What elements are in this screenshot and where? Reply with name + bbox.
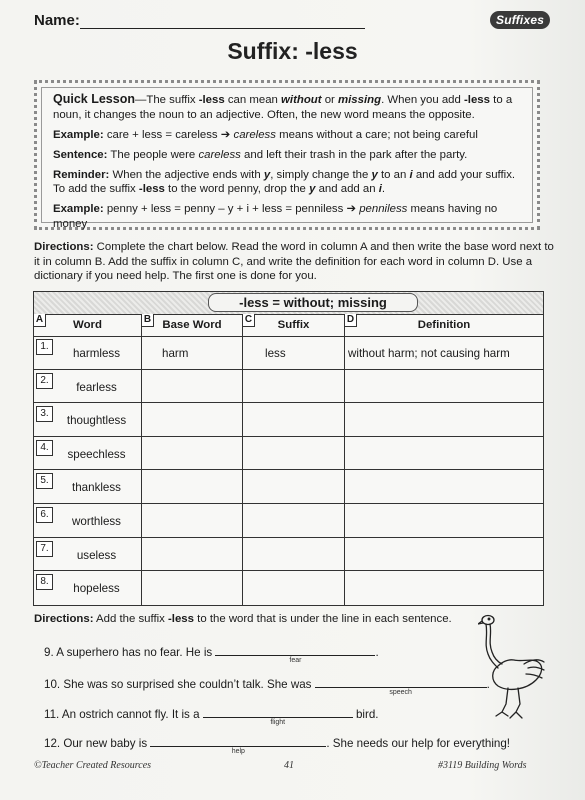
- chart-title: -less = without; missing: [208, 293, 418, 312]
- chart-header: [34, 292, 543, 315]
- page-number: 41: [284, 760, 294, 771]
- suffix-cell[interactable]: [243, 571, 345, 605]
- suffix-cell[interactable]: [243, 538, 345, 571]
- column-a-header: A Word: [34, 314, 142, 336]
- base-word-cell[interactable]: [142, 403, 243, 436]
- word-cell: 4. speechless: [34, 437, 142, 470]
- reminder: Reminder: When the adjective ends with y, simply change the y to an i and add your suffix. To add the suffix -less to the word penny, drop the y and add an i.: [53, 168, 516, 195]
- chart-column-headers: [34, 314, 543, 337]
- table-row: [34, 538, 543, 572]
- word-cell: 1. harmless: [34, 336, 142, 369]
- word-cell: 6. worthless: [34, 504, 142, 537]
- table-row: [34, 504, 543, 538]
- base-word-cell[interactable]: [142, 370, 243, 403]
- sentence-9: 9. A superhero has no fear. He is fear .: [44, 646, 379, 664]
- directions-chart: Directions: Complete the chart below. Read the word in column A and then write the base word next to it in column B. Add the suffix in column C, and write the definition for each word in column D. Use a dictionary if you need help. The first one is done for you.: [34, 241, 554, 282]
- definition-cell[interactable]: without harm; not causing harm: [348, 347, 510, 360]
- suffix-cell[interactable]: [243, 437, 345, 470]
- ostrich-illustration: [478, 612, 548, 722]
- directions-sentences: Directions: Add the suffix -less to the word that is under the line in each sentence.: [34, 613, 452, 625]
- sentence-example: Sentence: The people were careless and left their trash in the park after the party.: [53, 148, 468, 161]
- definition-cell[interactable]: [345, 437, 543, 470]
- word-cell: 5. thankless: [34, 470, 142, 503]
- suffix-cell[interactable]: less: [243, 336, 345, 369]
- base-word-cell[interactable]: [142, 538, 243, 571]
- suffix-cell[interactable]: [243, 370, 345, 403]
- answer-blank[interactable]: fear: [215, 645, 375, 656]
- column-c-header: C Suffix: [243, 314, 345, 336]
- page-title: Suffix: -less: [227, 38, 358, 64]
- word-cell: 3. thoughtless: [34, 403, 142, 436]
- suffix-cell[interactable]: [243, 403, 345, 436]
- base-word-cell[interactable]: [142, 504, 243, 537]
- suffixes-badge: Suffixes: [490, 11, 550, 29]
- table-row: [34, 370, 543, 404]
- footer-book-title: #3119 Building Words: [438, 760, 527, 771]
- definition-cell[interactable]: [345, 504, 543, 537]
- answer-blank[interactable]: speech: [315, 677, 487, 688]
- base-word-cell[interactable]: harm: [142, 336, 243, 369]
- table-row: [34, 336, 543, 370]
- name-line[interactable]: [80, 28, 365, 29]
- column-b-header: B Base Word: [142, 314, 243, 336]
- example-2: Example: penny + less = penny – y + i + less = penniless ➔ penniless means having no money: [53, 203, 498, 230]
- word-cell: 7. useless: [34, 538, 142, 571]
- sentence-12: 12. Our new baby is help . She needs our help for everything!: [44, 737, 511, 755]
- suffix-chart: [33, 291, 544, 606]
- answer-blank[interactable]: help: [150, 736, 326, 747]
- name-label: Name:: [34, 12, 80, 29]
- base-word-cell[interactable]: [142, 437, 243, 470]
- table-row: [34, 437, 543, 471]
- definition-cell[interactable]: [345, 538, 543, 571]
- suffix-cell[interactable]: [243, 504, 345, 537]
- chart-rows: [34, 336, 543, 605]
- word-cell: 8. hopeless: [34, 571, 142, 605]
- sentence-10: 10. She was so surprised she couldn’t talk. She was speech .: [44, 678, 490, 696]
- sentence-11: 11. An ostrich cannot fly. It is a flight bird.: [44, 708, 379, 726]
- quick-lesson-box: [34, 80, 540, 230]
- base-word-cell[interactable]: [142, 571, 243, 605]
- definition-cell[interactable]: [345, 571, 543, 605]
- column-d-header: D Definition: [346, 314, 471, 331]
- definition-cell[interactable]: [345, 470, 543, 503]
- suffix-cell[interactable]: [243, 470, 345, 503]
- definition-cell[interactable]: [345, 370, 543, 403]
- quick-lesson-intro: Quick Lesson—The suffix -less can mean without or missing. When you add -less to a noun, it changes the noun to an adjective. Often, the new word means the opposite.: [53, 92, 513, 121]
- answer-blank[interactable]: flight: [203, 707, 353, 718]
- table-row: [34, 470, 543, 504]
- footer-publisher: ©Teacher Created Resources: [34, 760, 152, 771]
- base-word-cell[interactable]: [142, 470, 243, 503]
- word-cell: 2. fearless: [34, 370, 142, 403]
- table-row: [34, 571, 543, 605]
- example-1: Example: care + less = careless ➔ careless means without a care; not being careful: [53, 128, 478, 141]
- definition-cell[interactable]: [345, 403, 543, 436]
- table-row: [34, 403, 543, 437]
